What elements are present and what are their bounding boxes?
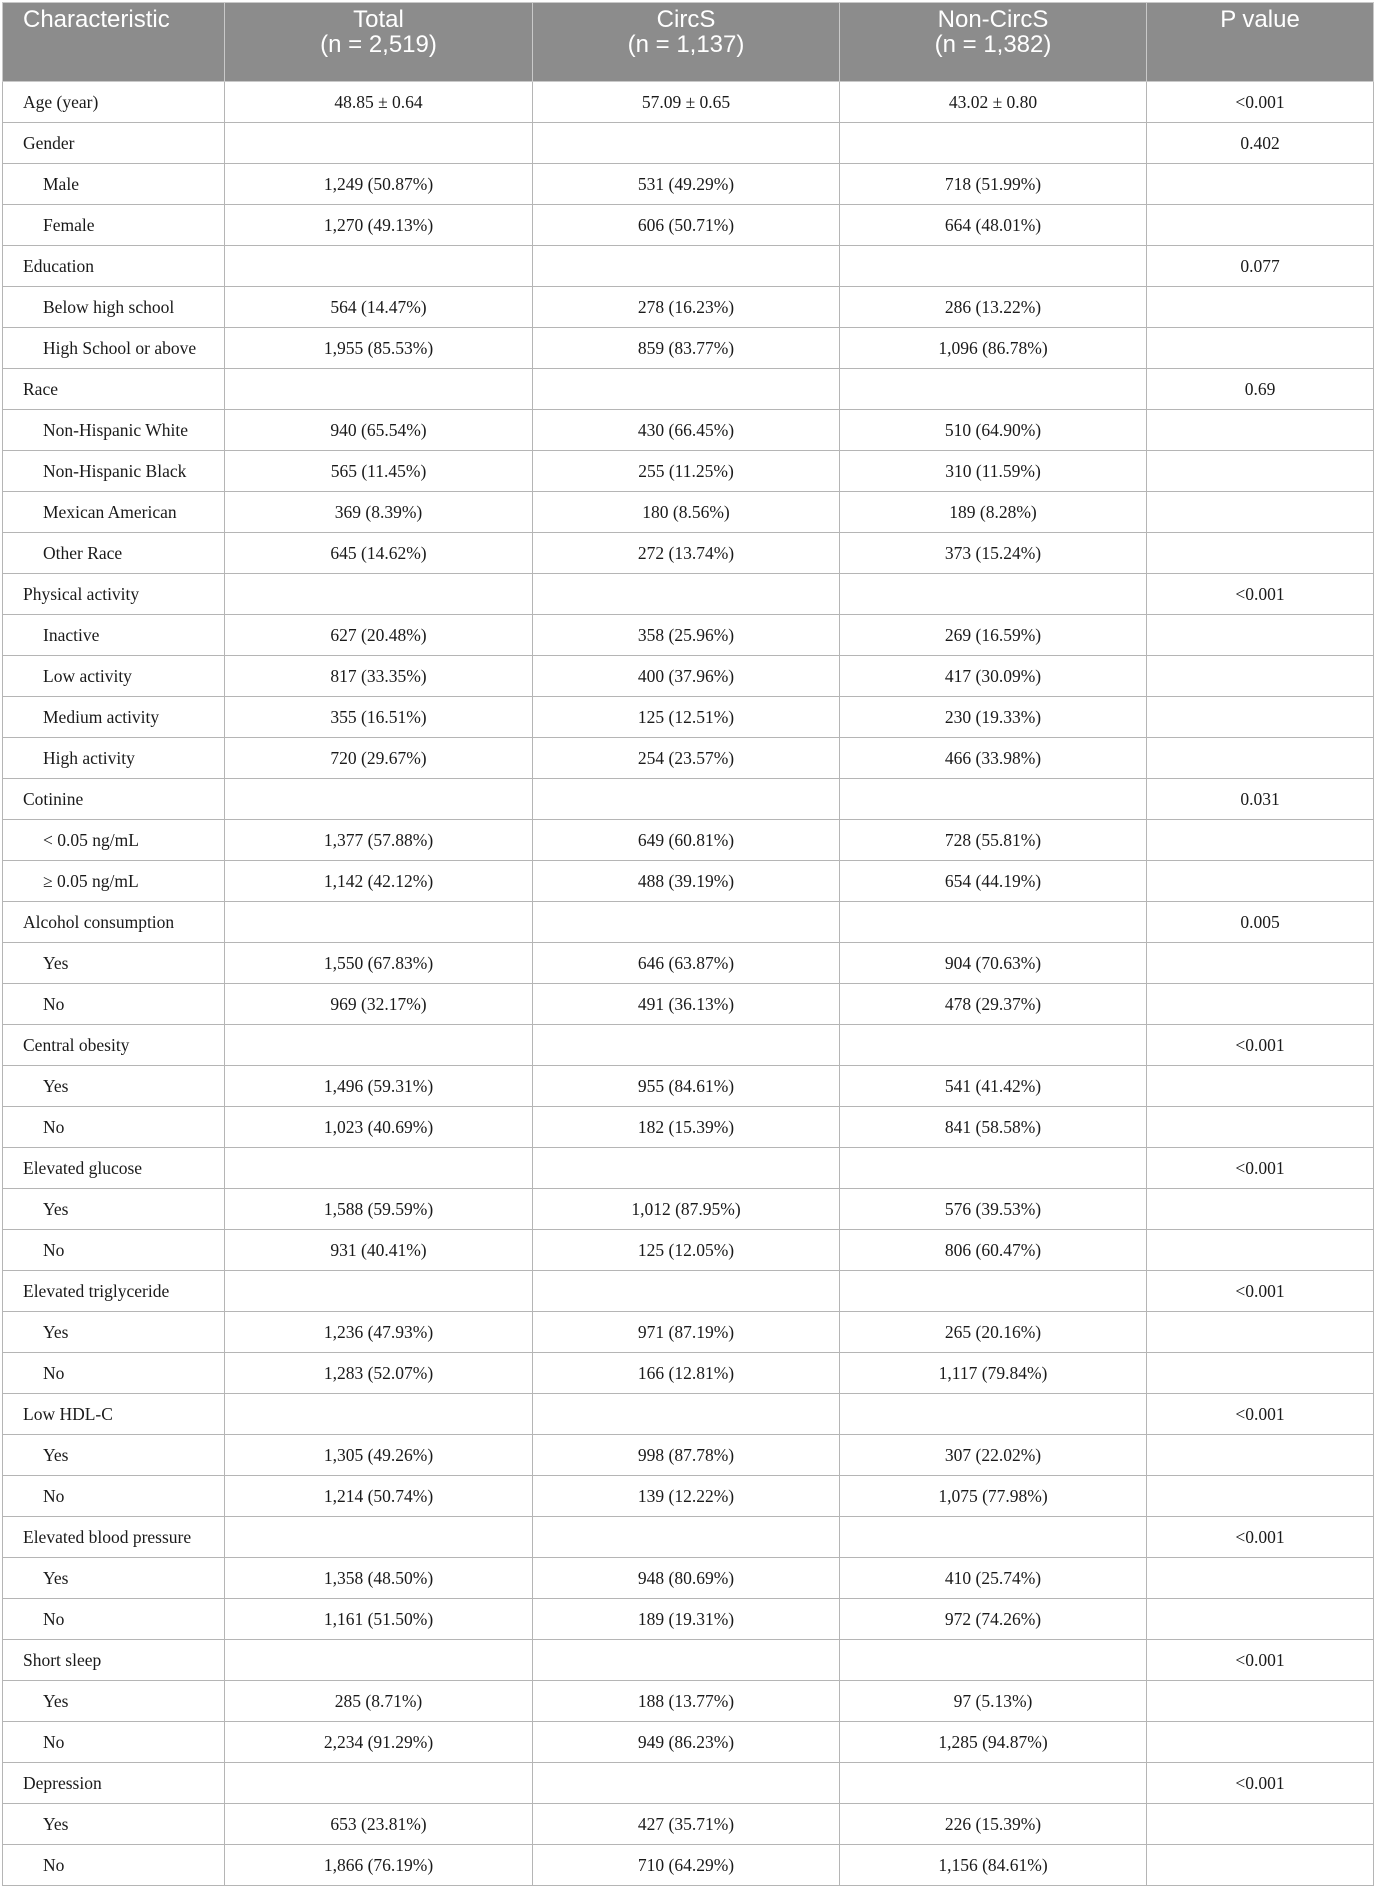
cell-circs: 606 (50.71%) xyxy=(533,205,840,246)
cell-pvalue xyxy=(1147,1353,1374,1394)
table-row xyxy=(3,1148,1374,1189)
table-subrow xyxy=(3,1230,1374,1271)
cell-pvalue xyxy=(1147,738,1374,779)
table-subrow xyxy=(3,861,1374,902)
table-subrow xyxy=(3,1599,1374,1640)
cell-pvalue xyxy=(1147,492,1374,533)
cell-characteristic: No xyxy=(3,1107,225,1148)
cell-total xyxy=(225,574,533,615)
cell-characteristic: Alcohol consumption xyxy=(3,902,225,943)
table-subrow xyxy=(3,287,1374,328)
cell-total: 2,234 (91.29%) xyxy=(225,1722,533,1763)
cell-pvalue xyxy=(1147,205,1374,246)
cell-circs: 125 (12.51%) xyxy=(533,697,840,738)
cell-noncircs: 541 (41.42%) xyxy=(840,1066,1147,1107)
table-subrow xyxy=(3,328,1374,369)
cell-pvalue xyxy=(1147,1312,1374,1353)
cell-pvalue xyxy=(1147,656,1374,697)
cell-circs xyxy=(533,1640,840,1681)
cell-noncircs: 230 (19.33%) xyxy=(840,697,1147,738)
table-subrow xyxy=(3,1722,1374,1763)
cell-total: 564 (14.47%) xyxy=(225,287,533,328)
cell-total xyxy=(225,1517,533,1558)
cell-characteristic: < 0.05 ng/mL xyxy=(3,820,225,861)
cell-characteristic: No xyxy=(3,1722,225,1763)
cell-total: 1,305 (49.26%) xyxy=(225,1435,533,1476)
table-row xyxy=(3,779,1374,820)
cell-noncircs: 286 (13.22%) xyxy=(840,287,1147,328)
cell-noncircs: 576 (39.53%) xyxy=(840,1189,1147,1230)
cell-circs: 166 (12.81%) xyxy=(533,1353,840,1394)
cell-noncircs: 307 (22.02%) xyxy=(840,1435,1147,1476)
cell-circs xyxy=(533,902,840,943)
cell-noncircs: 97 (5.13%) xyxy=(840,1681,1147,1722)
cell-total: 1,377 (57.88%) xyxy=(225,820,533,861)
cell-total: 931 (40.41%) xyxy=(225,1230,533,1271)
cell-noncircs: 718 (51.99%) xyxy=(840,164,1147,205)
cell-noncircs: 1,075 (77.98%) xyxy=(840,1476,1147,1517)
cell-total: 940 (65.54%) xyxy=(225,410,533,451)
table-subrow xyxy=(3,984,1374,1025)
cell-total: 48.85 ± 0.64 xyxy=(225,82,533,123)
cell-total: 817 (33.35%) xyxy=(225,656,533,697)
cell-total xyxy=(225,1025,533,1066)
table-subrow xyxy=(3,1681,1374,1722)
cell-pvalue: 0.031 xyxy=(1147,779,1374,820)
cell-pvalue xyxy=(1147,615,1374,656)
cell-noncircs xyxy=(840,1025,1147,1066)
cell-characteristic: Yes xyxy=(3,1312,225,1353)
cell-pvalue: <0.001 xyxy=(1147,82,1374,123)
cell-circs xyxy=(533,1148,840,1189)
cell-pvalue: <0.001 xyxy=(1147,1517,1374,1558)
cell-characteristic: Central obesity xyxy=(3,1025,225,1066)
table-subrow xyxy=(3,1804,1374,1845)
table-row xyxy=(3,902,1374,943)
cell-circs xyxy=(533,779,840,820)
table-subrow xyxy=(3,615,1374,656)
cell-total xyxy=(225,1640,533,1681)
cell-pvalue: 0.402 xyxy=(1147,123,1374,164)
table-subrow xyxy=(3,943,1374,984)
cell-circs xyxy=(533,246,840,287)
cell-characteristic: Age (year) xyxy=(3,82,225,123)
header-circs-n: (n = 1,137) xyxy=(627,31,745,58)
cell-pvalue xyxy=(1147,1476,1374,1517)
table-row xyxy=(3,123,1374,164)
cell-noncircs: 1,096 (86.78%) xyxy=(840,328,1147,369)
cell-noncircs: 972 (74.26%) xyxy=(840,1599,1147,1640)
cell-pvalue xyxy=(1147,410,1374,451)
header-total-n: (n = 2,519) xyxy=(320,31,437,58)
cell-noncircs xyxy=(840,574,1147,615)
table-subrow xyxy=(3,1476,1374,1517)
cell-characteristic: High activity xyxy=(3,738,225,779)
cell-noncircs: 1,156 (84.61%) xyxy=(840,1845,1147,1886)
cell-noncircs xyxy=(840,1763,1147,1804)
table-row xyxy=(3,369,1374,410)
cell-noncircs: 265 (20.16%) xyxy=(840,1312,1147,1353)
cell-total: 1,236 (47.93%) xyxy=(225,1312,533,1353)
cell-circs: 278 (16.23%) xyxy=(533,287,840,328)
cell-total: 1,588 (59.59%) xyxy=(225,1189,533,1230)
cell-noncircs xyxy=(840,246,1147,287)
cell-circs: 949 (86.23%) xyxy=(533,1722,840,1763)
cell-total: 1,283 (52.07%) xyxy=(225,1353,533,1394)
table-row xyxy=(3,1271,1374,1312)
cell-pvalue xyxy=(1147,697,1374,738)
cell-characteristic: Short sleep xyxy=(3,1640,225,1681)
cell-characteristic: Physical activity xyxy=(3,574,225,615)
cell-total: 1,142 (42.12%) xyxy=(225,861,533,902)
table-subrow xyxy=(3,738,1374,779)
cell-pvalue xyxy=(1147,1681,1374,1722)
cell-total: 1,161 (51.50%) xyxy=(225,1599,533,1640)
cell-noncircs: 269 (16.59%) xyxy=(840,615,1147,656)
cell-noncircs: 510 (64.90%) xyxy=(840,410,1147,451)
cell-noncircs: 466 (33.98%) xyxy=(840,738,1147,779)
table-subrow xyxy=(3,164,1374,205)
cell-characteristic: Education xyxy=(3,246,225,287)
table-subrow xyxy=(3,656,1374,697)
cell-characteristic: Low activity xyxy=(3,656,225,697)
cell-total xyxy=(225,123,533,164)
cell-total xyxy=(225,902,533,943)
cell-total xyxy=(225,779,533,820)
cell-pvalue xyxy=(1147,984,1374,1025)
table-subrow xyxy=(3,1353,1374,1394)
cell-pvalue xyxy=(1147,1066,1374,1107)
table-subrow xyxy=(3,205,1374,246)
cell-noncircs: 373 (15.24%) xyxy=(840,533,1147,574)
cell-characteristic: Inactive xyxy=(3,615,225,656)
cell-circs: 649 (60.81%) xyxy=(533,820,840,861)
cell-noncircs: 226 (15.39%) xyxy=(840,1804,1147,1845)
cell-characteristic: Elevated glucose xyxy=(3,1148,225,1189)
cell-total: 1,550 (67.83%) xyxy=(225,943,533,984)
cell-characteristic: Yes xyxy=(3,1189,225,1230)
cell-circs xyxy=(533,369,840,410)
cell-pvalue xyxy=(1147,533,1374,574)
cell-characteristic: Low HDL-C xyxy=(3,1394,225,1435)
table-subrow xyxy=(3,1558,1374,1599)
cell-characteristic: High School or above xyxy=(3,328,225,369)
cell-noncircs: 417 (30.09%) xyxy=(840,656,1147,697)
table-subrow xyxy=(3,1312,1374,1353)
cell-noncircs: 1,285 (94.87%) xyxy=(840,1722,1147,1763)
cell-circs xyxy=(533,574,840,615)
cell-circs: 488 (39.19%) xyxy=(533,861,840,902)
cell-total xyxy=(225,1148,533,1189)
cell-noncircs xyxy=(840,123,1147,164)
header-pvalue: P value xyxy=(1147,3,1374,82)
cell-characteristic: Gender xyxy=(3,123,225,164)
cell-noncircs xyxy=(840,779,1147,820)
cell-circs: 57.09 ± 0.65 xyxy=(533,82,840,123)
cell-circs: 180 (8.56%) xyxy=(533,492,840,533)
cell-total: 720 (29.67%) xyxy=(225,738,533,779)
table-header xyxy=(3,3,1374,82)
cell-pvalue xyxy=(1147,1230,1374,1271)
cell-characteristic: Below high school xyxy=(3,287,225,328)
cell-total xyxy=(225,1763,533,1804)
cell-pvalue: 0.077 xyxy=(1147,246,1374,287)
cell-circs xyxy=(533,1517,840,1558)
cell-pvalue xyxy=(1147,861,1374,902)
cell-total: 645 (14.62%) xyxy=(225,533,533,574)
cell-noncircs xyxy=(840,1394,1147,1435)
cell-characteristic: No xyxy=(3,1353,225,1394)
cell-pvalue: 0.005 xyxy=(1147,902,1374,943)
cell-pvalue: <0.001 xyxy=(1147,574,1374,615)
cell-circs: 254 (23.57%) xyxy=(533,738,840,779)
cell-total: 285 (8.71%) xyxy=(225,1681,533,1722)
cell-characteristic: Race xyxy=(3,369,225,410)
header-circs xyxy=(533,3,840,82)
cell-noncircs: 43.02 ± 0.80 xyxy=(840,82,1147,123)
header-row xyxy=(3,3,1374,82)
cell-circs: 971 (87.19%) xyxy=(533,1312,840,1353)
cell-pvalue xyxy=(1147,943,1374,984)
cell-characteristic: Non-Hispanic White xyxy=(3,410,225,451)
cell-circs: 189 (19.31%) xyxy=(533,1599,840,1640)
header-noncircs-n: (n = 1,382) xyxy=(934,31,1052,58)
cell-total xyxy=(225,369,533,410)
cell-noncircs: 189 (8.28%) xyxy=(840,492,1147,533)
cell-circs: 491 (36.13%) xyxy=(533,984,840,1025)
cell-circs: 955 (84.61%) xyxy=(533,1066,840,1107)
cell-characteristic: Yes xyxy=(3,1558,225,1599)
header-characteristic: Characteristic xyxy=(3,3,225,82)
cell-circs: 430 (66.45%) xyxy=(533,410,840,451)
cell-total: 1,955 (85.53%) xyxy=(225,328,533,369)
cell-characteristic: Medium activity xyxy=(3,697,225,738)
cell-pvalue xyxy=(1147,164,1374,205)
table-row xyxy=(3,574,1374,615)
cell-circs xyxy=(533,1271,840,1312)
cell-noncircs: 841 (58.58%) xyxy=(840,1107,1147,1148)
table-subrow xyxy=(3,1189,1374,1230)
table-subrow xyxy=(3,1845,1374,1886)
cell-circs xyxy=(533,123,840,164)
cell-noncircs: 310 (11.59%) xyxy=(840,451,1147,492)
cell-characteristic: ≥ 0.05 ng/mL xyxy=(3,861,225,902)
cell-circs xyxy=(533,1394,840,1435)
header-noncircs xyxy=(840,3,1147,82)
cell-pvalue xyxy=(1147,1107,1374,1148)
cell-pvalue xyxy=(1147,451,1374,492)
cell-pvalue: <0.001 xyxy=(1147,1763,1374,1804)
cell-total: 969 (32.17%) xyxy=(225,984,533,1025)
cell-pvalue xyxy=(1147,1558,1374,1599)
cell-pvalue xyxy=(1147,328,1374,369)
cell-total: 1,866 (76.19%) xyxy=(225,1845,533,1886)
cell-pvalue xyxy=(1147,1722,1374,1763)
table-subrow xyxy=(3,697,1374,738)
cell-circs: 531 (49.29%) xyxy=(533,164,840,205)
cell-characteristic: Yes xyxy=(3,943,225,984)
cell-characteristic: Female xyxy=(3,205,225,246)
cell-total: 1,023 (40.69%) xyxy=(225,1107,533,1148)
cell-characteristic: Mexican American xyxy=(3,492,225,533)
cell-characteristic: Yes xyxy=(3,1804,225,1845)
cell-pvalue xyxy=(1147,820,1374,861)
cell-characteristic: No xyxy=(3,984,225,1025)
cell-total: 653 (23.81%) xyxy=(225,1804,533,1845)
cell-total xyxy=(225,1394,533,1435)
cell-circs: 255 (11.25%) xyxy=(533,451,840,492)
cell-total: 1,249 (50.87%) xyxy=(225,164,533,205)
cell-characteristic: Non-Hispanic Black xyxy=(3,451,225,492)
cell-circs: 427 (35.71%) xyxy=(533,1804,840,1845)
cell-total: 1,270 (49.13%) xyxy=(225,205,533,246)
cell-pvalue: <0.001 xyxy=(1147,1148,1374,1189)
cell-total: 627 (20.48%) xyxy=(225,615,533,656)
cell-total xyxy=(225,246,533,287)
table-row xyxy=(3,1394,1374,1435)
cell-characteristic: Male xyxy=(3,164,225,205)
cell-pvalue: <0.001 xyxy=(1147,1640,1374,1681)
cell-pvalue: <0.001 xyxy=(1147,1271,1374,1312)
table-subrow xyxy=(3,1107,1374,1148)
cell-circs xyxy=(533,1025,840,1066)
cell-circs: 358 (25.96%) xyxy=(533,615,840,656)
table-subrow xyxy=(3,533,1374,574)
cell-total xyxy=(225,1271,533,1312)
cell-noncircs: 806 (60.47%) xyxy=(840,1230,1147,1271)
table-row xyxy=(3,1763,1374,1804)
table-subrow xyxy=(3,451,1374,492)
cell-circs: 1,012 (87.95%) xyxy=(533,1189,840,1230)
cell-circs xyxy=(533,1763,840,1804)
header-circs-label: CircS xyxy=(656,6,716,33)
cell-noncircs xyxy=(840,1517,1147,1558)
cell-total: 1,496 (59.31%) xyxy=(225,1066,533,1107)
cell-circs: 859 (83.77%) xyxy=(533,328,840,369)
cell-characteristic: Depression xyxy=(3,1763,225,1804)
cell-characteristic: No xyxy=(3,1845,225,1886)
cell-characteristic: No xyxy=(3,1599,225,1640)
cell-pvalue xyxy=(1147,1845,1374,1886)
cell-noncircs: 664 (48.01%) xyxy=(840,205,1147,246)
header-noncircs-label: Non-CircS xyxy=(937,6,1049,33)
table-subrow xyxy=(3,1435,1374,1476)
cell-circs: 139 (12.22%) xyxy=(533,1476,840,1517)
table-row xyxy=(3,246,1374,287)
cell-pvalue xyxy=(1147,1189,1374,1230)
cell-noncircs xyxy=(840,902,1147,943)
cell-characteristic: No xyxy=(3,1230,225,1271)
cell-noncircs: 410 (25.74%) xyxy=(840,1558,1147,1599)
cell-noncircs xyxy=(840,1640,1147,1681)
cell-noncircs: 1,117 (79.84%) xyxy=(840,1353,1147,1394)
table-subrow xyxy=(3,492,1374,533)
cell-characteristic: Elevated blood pressure xyxy=(3,1517,225,1558)
characteristics-table xyxy=(2,2,1374,1886)
table-subrow xyxy=(3,1066,1374,1107)
cell-pvalue: <0.001 xyxy=(1147,1394,1374,1435)
cell-circs: 400 (37.96%) xyxy=(533,656,840,697)
cell-circs: 646 (63.87%) xyxy=(533,943,840,984)
cell-noncircs: 478 (29.37%) xyxy=(840,984,1147,1025)
cell-noncircs: 654 (44.19%) xyxy=(840,861,1147,902)
cell-circs: 998 (87.78%) xyxy=(533,1435,840,1476)
cell-circs: 710 (64.29%) xyxy=(533,1845,840,1886)
table-subrow xyxy=(3,820,1374,861)
cell-characteristic: Other Race xyxy=(3,533,225,574)
cell-pvalue: 0.69 xyxy=(1147,369,1374,410)
cell-characteristic: Yes xyxy=(3,1435,225,1476)
cell-circs: 188 (13.77%) xyxy=(533,1681,840,1722)
table-body xyxy=(3,82,1374,1886)
header-total xyxy=(225,3,533,82)
cell-noncircs: 904 (70.63%) xyxy=(840,943,1147,984)
header-total-label: Total xyxy=(353,6,404,33)
cell-characteristic: Yes xyxy=(3,1681,225,1722)
cell-noncircs: 728 (55.81%) xyxy=(840,820,1147,861)
cell-pvalue xyxy=(1147,287,1374,328)
cell-noncircs xyxy=(840,1148,1147,1189)
cell-total: 1,214 (50.74%) xyxy=(225,1476,533,1517)
cell-noncircs xyxy=(840,1271,1147,1312)
cell-pvalue: <0.001 xyxy=(1147,1025,1374,1066)
table-row xyxy=(3,1640,1374,1681)
cell-pvalue xyxy=(1147,1804,1374,1845)
cell-total: 369 (8.39%) xyxy=(225,492,533,533)
cell-pvalue xyxy=(1147,1599,1374,1640)
cell-circs: 272 (13.74%) xyxy=(533,533,840,574)
cell-circs: 125 (12.05%) xyxy=(533,1230,840,1271)
cell-circs: 948 (80.69%) xyxy=(533,1558,840,1599)
cell-characteristic: Cotinine xyxy=(3,779,225,820)
cell-characteristic: Yes xyxy=(3,1066,225,1107)
table-row xyxy=(3,1025,1374,1066)
table-subrow xyxy=(3,410,1374,451)
cell-pvalue xyxy=(1147,1435,1374,1476)
table-row xyxy=(3,82,1374,123)
cell-total: 1,358 (48.50%) xyxy=(225,1558,533,1599)
cell-characteristic: No xyxy=(3,1476,225,1517)
table-row xyxy=(3,1517,1374,1558)
cell-circs: 182 (15.39%) xyxy=(533,1107,840,1148)
cell-characteristic: Elevated triglyceride xyxy=(3,1271,225,1312)
cell-noncircs xyxy=(840,369,1147,410)
cell-total: 355 (16.51%) xyxy=(225,697,533,738)
cell-total: 565 (11.45%) xyxy=(225,451,533,492)
